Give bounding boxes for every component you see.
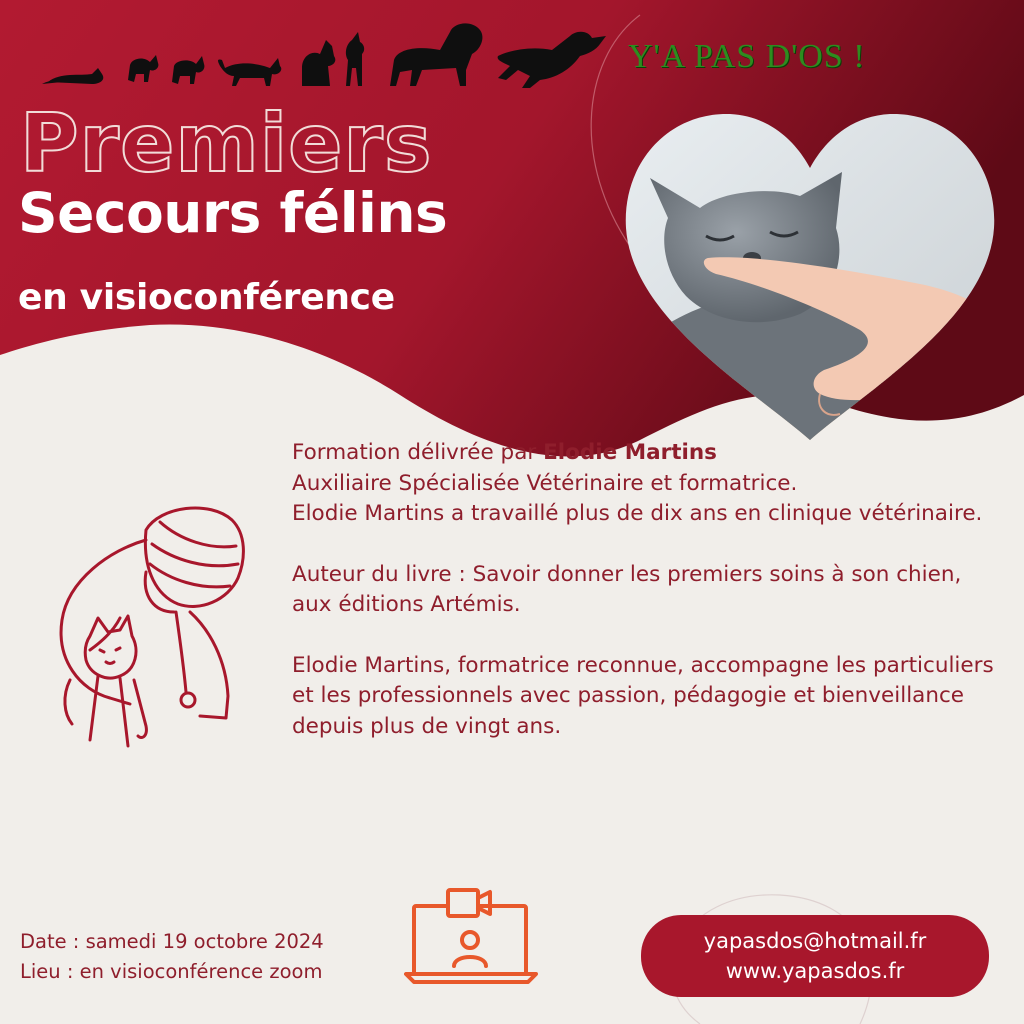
animal-silhouettes-icon [40,10,620,90]
intro-prefix: Formation délivrée par [292,440,544,465]
vet-holding-cat-illustration [50,500,250,755]
trainer-role: Auxiliaire Spécialisée Vétérinaire et formatrice. [292,470,798,496]
book-paragraph: Auteur du livre : Savoir donner les premiers soins à son chien, aux éditions Artémis. [292,561,962,617]
brand-logo-text: Y'A PAS D'OS ! [628,38,866,75]
video-conference-laptop-icon [404,886,538,986]
trainer-description [292,438,1002,772]
contact-pill [641,915,989,997]
title-line3: en visioconférence [18,277,395,318]
event-details [20,927,324,987]
event-date: Date : samedi 19 octobre 2024 [20,930,324,953]
contact-email[interactable]: yapasdos@hotmail.fr [703,929,927,953]
bio-paragraph: Elodie Martins, formatrice reconnue, accompagne les particuliers et les professionnels avec passion, pédagogie et bienveillance depuis plus de vingt ans. [292,652,994,739]
event-location: Lieu : en visioconférence zoom [20,960,323,983]
contact-website[interactable]: www.yapasdos.fr [725,959,905,983]
title-line2: Secours félins [18,181,448,245]
heart-photo-cat [620,108,1000,448]
trainer-intro-paragraph [292,438,1002,530]
trainer-name: Elodie Martins [543,440,717,465]
trainer-experience: Elodie Martins a travaillé plus de dix ans en clinique vétérinaire. [292,501,983,526]
title-line1: Premiers [20,97,433,190]
